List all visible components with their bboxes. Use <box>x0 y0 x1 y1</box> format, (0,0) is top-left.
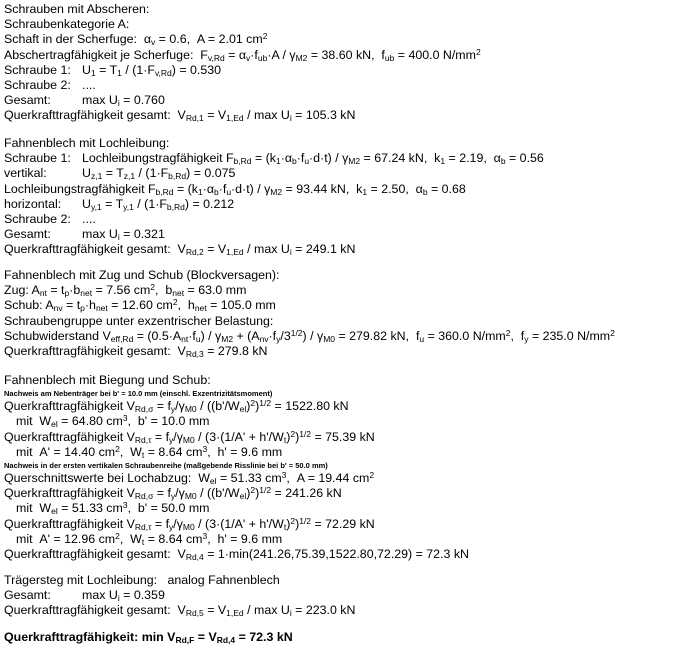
report-line: Querkrafttragfähigkeit $V_{Rd,\sigma} = f_y/\gamma_{M0} / ((b'/W_{el})^2)^{1/2} = 241.26$ kN <box>4 485 342 502</box>
report-line: Querkrafttragfähigkeit $V_{Rd,\sigma} = f_y/\gamma_{M0} / ((b'/W_{el})^2)^{1/2} = 1522.80$ kN <box>4 398 349 415</box>
report-line: Querkrafttragfähigkeit gesamt: $V_{Rd,2} = V_{1,Ed} / \max U_i = 249.1$ kN <box>4 242 356 258</box>
final-result: Querkrafttragfähigkeit: $\min V_{Rd,F} = V_{Rd,4} = 72.3$ kN <box>4 630 293 645</box>
report-line: Schrauben mit Abscheren: <box>4 2 150 16</box>
report-line: Lochleibungstragfähigkeit $F_{b,Rd} = (k_1\cdot\alpha_b\cdot f_u\cdot d\cdot t) / \gamma_{M2} = 93.44$ kN, $k_1 = 2.50$, $\alpha_b = 0.68$ <box>4 181 466 197</box>
report-line: mit $W_{el} = 64.80$ $cm^3$, b' = 10.0 mm <box>16 413 210 430</box>
line-value: .... <box>82 78 96 93</box>
report-line <box>4 212 690 227</box>
line-label: Schraube 2: <box>4 78 71 93</box>
line-value: $\max U_i = 0.760$ <box>82 93 165 109</box>
line-label: Gesamt: <box>4 588 51 603</box>
report-line: Querkrafttragfähigkeit gesamt: $V_{Rd,4} = 1\cdot\min(241.26,75.39,1522.80,72.29) = 72.3$ kN <box>4 547 469 563</box>
report-line: Querkrafttragfähigkeit gesamt: $V_{Rd,1} = V_{1,Ed} / \max U_i = 105.3$ kN <box>4 108 356 124</box>
report-line <box>4 573 690 588</box>
report-line <box>4 588 690 603</box>
line-label: Gesamt: <box>4 227 51 242</box>
report-line: Schubwiderstand $V_{eff,Rd} = (0.5\cdot A_{nt}\cdot f_u) / \gamma_{M2} + (A_{nv}\cdot f_y/3^{1/2}) / \gamma_{M0} = 279.82$ kN, $f_u = 360.0$ $N/mm^2$, $f_y = 235.0$ $N/mm^2$ <box>4 327 615 344</box>
section-biegung <box>4 373 690 562</box>
report-line: Schraubenkategorie A: <box>4 17 130 32</box>
section-ergebnis <box>4 630 690 645</box>
section-traegersteg <box>4 573 690 619</box>
report-line: Schub: $A_{nv} = t_p\cdot h_{net} = 12.60$ $cm^2$, $h_{net} = 105.0$ mm <box>4 297 276 314</box>
report-line: Fahnenblech mit Biegung und Schub: <box>4 373 211 387</box>
report-line: Querschnittswerte bei Lochabzug: $W_{el} = 51.33$ $cm^3$, A = 19.44 $cm^2$ <box>4 470 375 487</box>
report-line: Querkrafttragfähigkeit gesamt: $V_{Rd,5} = V_{1,Ed} / \max U_i = 223.0$ kN <box>4 603 356 619</box>
report-line: Zug: $A_{nt} = t_p\cdot b_{net} = 7.56$ $cm^2$, $b_{net} = 63.0$ mm <box>4 282 247 299</box>
line-value: Lochleibungstragfähigkeit $F_{b,Rd} = (k_1\cdot\alpha_b\cdot f_u\cdot d\cdot t) / \gamma_{M2} = 67.24$ kN, $k_1 = 2.19$, $\alpha_b = 0.56$ <box>82 151 544 167</box>
report-line: Schraubengruppe unter exzentrischer Belastung: <box>4 313 274 328</box>
report-line: mit A' = 14.40 $cm^2$, $W_t = 8.64$ $cm^3$, h' = 9.6 mm <box>16 443 283 460</box>
line-label: vertikal: <box>4 166 47 181</box>
line-value: analog Fahnenblech <box>157 573 280 587</box>
report-line: Fahnenblech mit Zug und Schub (Blockversagen): <box>4 268 280 282</box>
report-line: Nachweis am Nebenträger bei b' = 10.0 mm (einschl. Exzentrizitätsmoment) <box>4 389 273 399</box>
report-line: Fahnenblech mit Lochleibung: <box>4 136 170 150</box>
report-line: Querkrafttragfähigkeit $V_{Rd,\tau} = f_y/\gamma_{M0} / (3\cdot(1/A' + h'/W_t)^2)^{1/2} = 72.29$ kN <box>4 515 375 532</box>
line-value: $U_{y,1} = T_{y,1} / (1\cdot F_{b,Rd}) = 0.212$ <box>82 196 235 212</box>
line-value: $\max U_i = 0.321$ <box>82 227 165 243</box>
report-line: Schaft in der Scherfuge: $\alpha_v = 0.6$, A = 2.01 $cm^2$ <box>4 31 268 48</box>
section-lochleibung <box>4 136 690 258</box>
report-line: Querkrafttragfähigkeit $V_{Rd,\tau} = f_y/\gamma_{M0} / (3\cdot(1/A' + h'/W_t)^2)^{1/2} = 75.39$ kN <box>4 428 375 445</box>
line-label: Gesamt: <box>4 93 51 108</box>
report-line: Nachweis in der ersten vertikalen Schraubenreihe (maßgebende Risslinie bei b' = 50.0 mm) <box>4 461 328 471</box>
report-line <box>4 227 690 242</box>
line-value: $U_{z,1} = T_{z,1} / (1\cdot F_{b,Rd}) = 0.075$ <box>82 166 236 182</box>
line-label: horizontal: <box>4 196 62 211</box>
report-line <box>4 78 690 93</box>
line-label: Trägersteg mit Lochleibung: <box>4 573 158 587</box>
line-value: $\max U_i = 0.359$ <box>82 588 165 604</box>
line-value: $U_1 = T_1 / (1\cdot F_{v,Rd}) = 0.530$ <box>82 62 222 78</box>
report-line: mit A' = 12.96 $cm^2$, $W_t = 8.64$ $cm^3$, h' = 9.6 mm <box>16 530 283 547</box>
line-value: .... <box>82 212 96 227</box>
section-blockversagen <box>4 268 690 359</box>
report-line <box>4 151 690 166</box>
report-line <box>4 197 690 212</box>
report-line: mit $W_{el} = 51.33$ $cm^3$, b' = 50.0 mm <box>16 500 210 517</box>
report-line <box>4 166 690 181</box>
report-line <box>4 63 690 78</box>
report-line <box>4 93 690 108</box>
section-abscheren <box>4 2 690 124</box>
line-label: Schraube 1: <box>4 62 71 77</box>
report-line: Abschertragfähigkeit je Scherfuge: $F_{v,Rd} = \alpha_v\cdot f_{ub}\cdot A / \gamma_{M2} = 38.60$ kN, $f_{ub} = 400.0$ $N/mm^2$ <box>4 46 481 63</box>
line-label: Schraube 1: <box>4 151 71 166</box>
report-line: Querkrafttragfähigkeit gesamt: $V_{Rd,3} = 279.8$ kN <box>4 344 268 360</box>
line-label: Schraube 2: <box>4 212 71 227</box>
